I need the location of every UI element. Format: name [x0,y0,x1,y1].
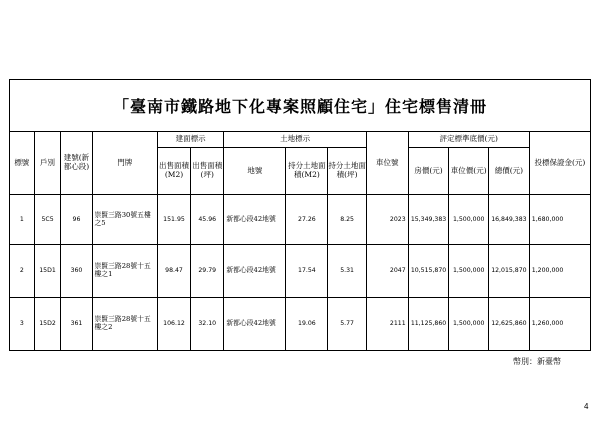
header-total-price: 總價(元) [489,148,530,195]
header-lot: 建號(新都心段) [61,132,92,195]
cell-sale-area-ping: 32.10 [191,298,224,351]
cell-land-share-m2: 27.26 [286,195,328,245]
header-row-1 [10,132,591,148]
cell-parking-no: 2023 [366,195,408,245]
sale-listing-table [9,131,591,351]
cell-land-share-m2: 19.06 [286,298,328,351]
header-sale-area-ping: 出售面積(坪) [191,148,224,195]
header-land-group: 土地標示 [224,132,367,148]
cell-no: 1 [10,195,35,245]
page-number: 4 [584,402,589,411]
header-unit: 戶別 [34,132,61,195]
cell-house-price: 11,125,860 [408,298,449,351]
cell-deposit: 1,680,000 [529,195,590,245]
cell-address: 崇賢三路30號五樓之5 [92,195,157,245]
cell-lot: 361 [61,298,92,351]
cell-land-share-ping: 5.31 [328,245,367,298]
cell-parking-price: 1,500,000 [449,245,489,298]
cell-sale-area-ping: 45.96 [191,195,224,245]
cell-land-no: 新都心段42地號 [224,298,286,351]
header-parking-no: 車位號 [366,132,408,195]
document-title: 「臺南市鐵路地下化專案照顧住宅」住宅標售清冊 [9,79,591,132]
cell-address: 崇賢三路28號十五樓之1 [92,245,157,298]
header-address: 門牌 [92,132,157,195]
header-deposit: 投標保證金(元) [529,132,590,195]
header-building-group: 建面標示 [157,132,223,148]
cell-lot: 360 [61,245,92,298]
cell-sale-area-m2: 98.47 [157,245,190,298]
cell-parking-price: 1,500,000 [449,298,489,351]
cell-house-price: 10,515,870 [408,245,449,298]
header-land-share-m2: 持分土地面積(M2) [286,148,328,195]
cell-no: 2 [10,245,35,298]
cell-address: 崇賢三路28號十五樓之2 [92,298,157,351]
header-land-share-ping: 持分土地面積(坪) [328,148,367,195]
header-parking-price: 車位價(元) [449,148,489,195]
cell-deposit: 1,260,000 [529,298,590,351]
cell-unit: 15D1 [34,245,61,298]
cell-total-price: 12,625,860 [489,298,530,351]
cell-lot: 96 [61,195,92,245]
header-house-price: 房價(元) [408,148,449,195]
cell-land-share-ping: 8.25 [328,195,367,245]
header-land-no: 地號 [224,148,286,195]
cell-sale-area-m2: 151.95 [157,195,190,245]
cell-sale-area-ping: 29.79 [191,245,224,298]
table-row [10,298,591,351]
cell-unit: 5C5 [34,195,61,245]
cell-parking-no: 2047 [366,245,408,298]
cell-house-price: 15,349,383 [408,195,449,245]
cell-total-price: 16,849,383 [489,195,530,245]
table-row [10,195,591,245]
cell-land-no: 新都心段42地號 [224,245,286,298]
header-no: 標號 [10,132,35,195]
cell-land-share-m2: 17.54 [286,245,328,298]
cell-unit: 15D2 [34,298,61,351]
currency-note: 幣別：新臺幣 [513,357,561,366]
cell-land-no: 新都心段42地號 [224,195,286,245]
cell-deposit: 1,200,000 [529,245,590,298]
cell-sale-area-m2: 106.12 [157,298,190,351]
header-sale-area-m2: 出售面積(M2) [157,148,190,195]
header-price-group: 評定標準底價(元) [408,132,529,148]
cell-parking-price: 1,500,000 [449,195,489,245]
table-row [10,245,591,298]
cell-land-share-ping: 5.77 [328,298,367,351]
cell-parking-no: 2111 [366,298,408,351]
cell-total-price: 12,015,870 [489,245,530,298]
cell-no: 3 [10,298,35,351]
